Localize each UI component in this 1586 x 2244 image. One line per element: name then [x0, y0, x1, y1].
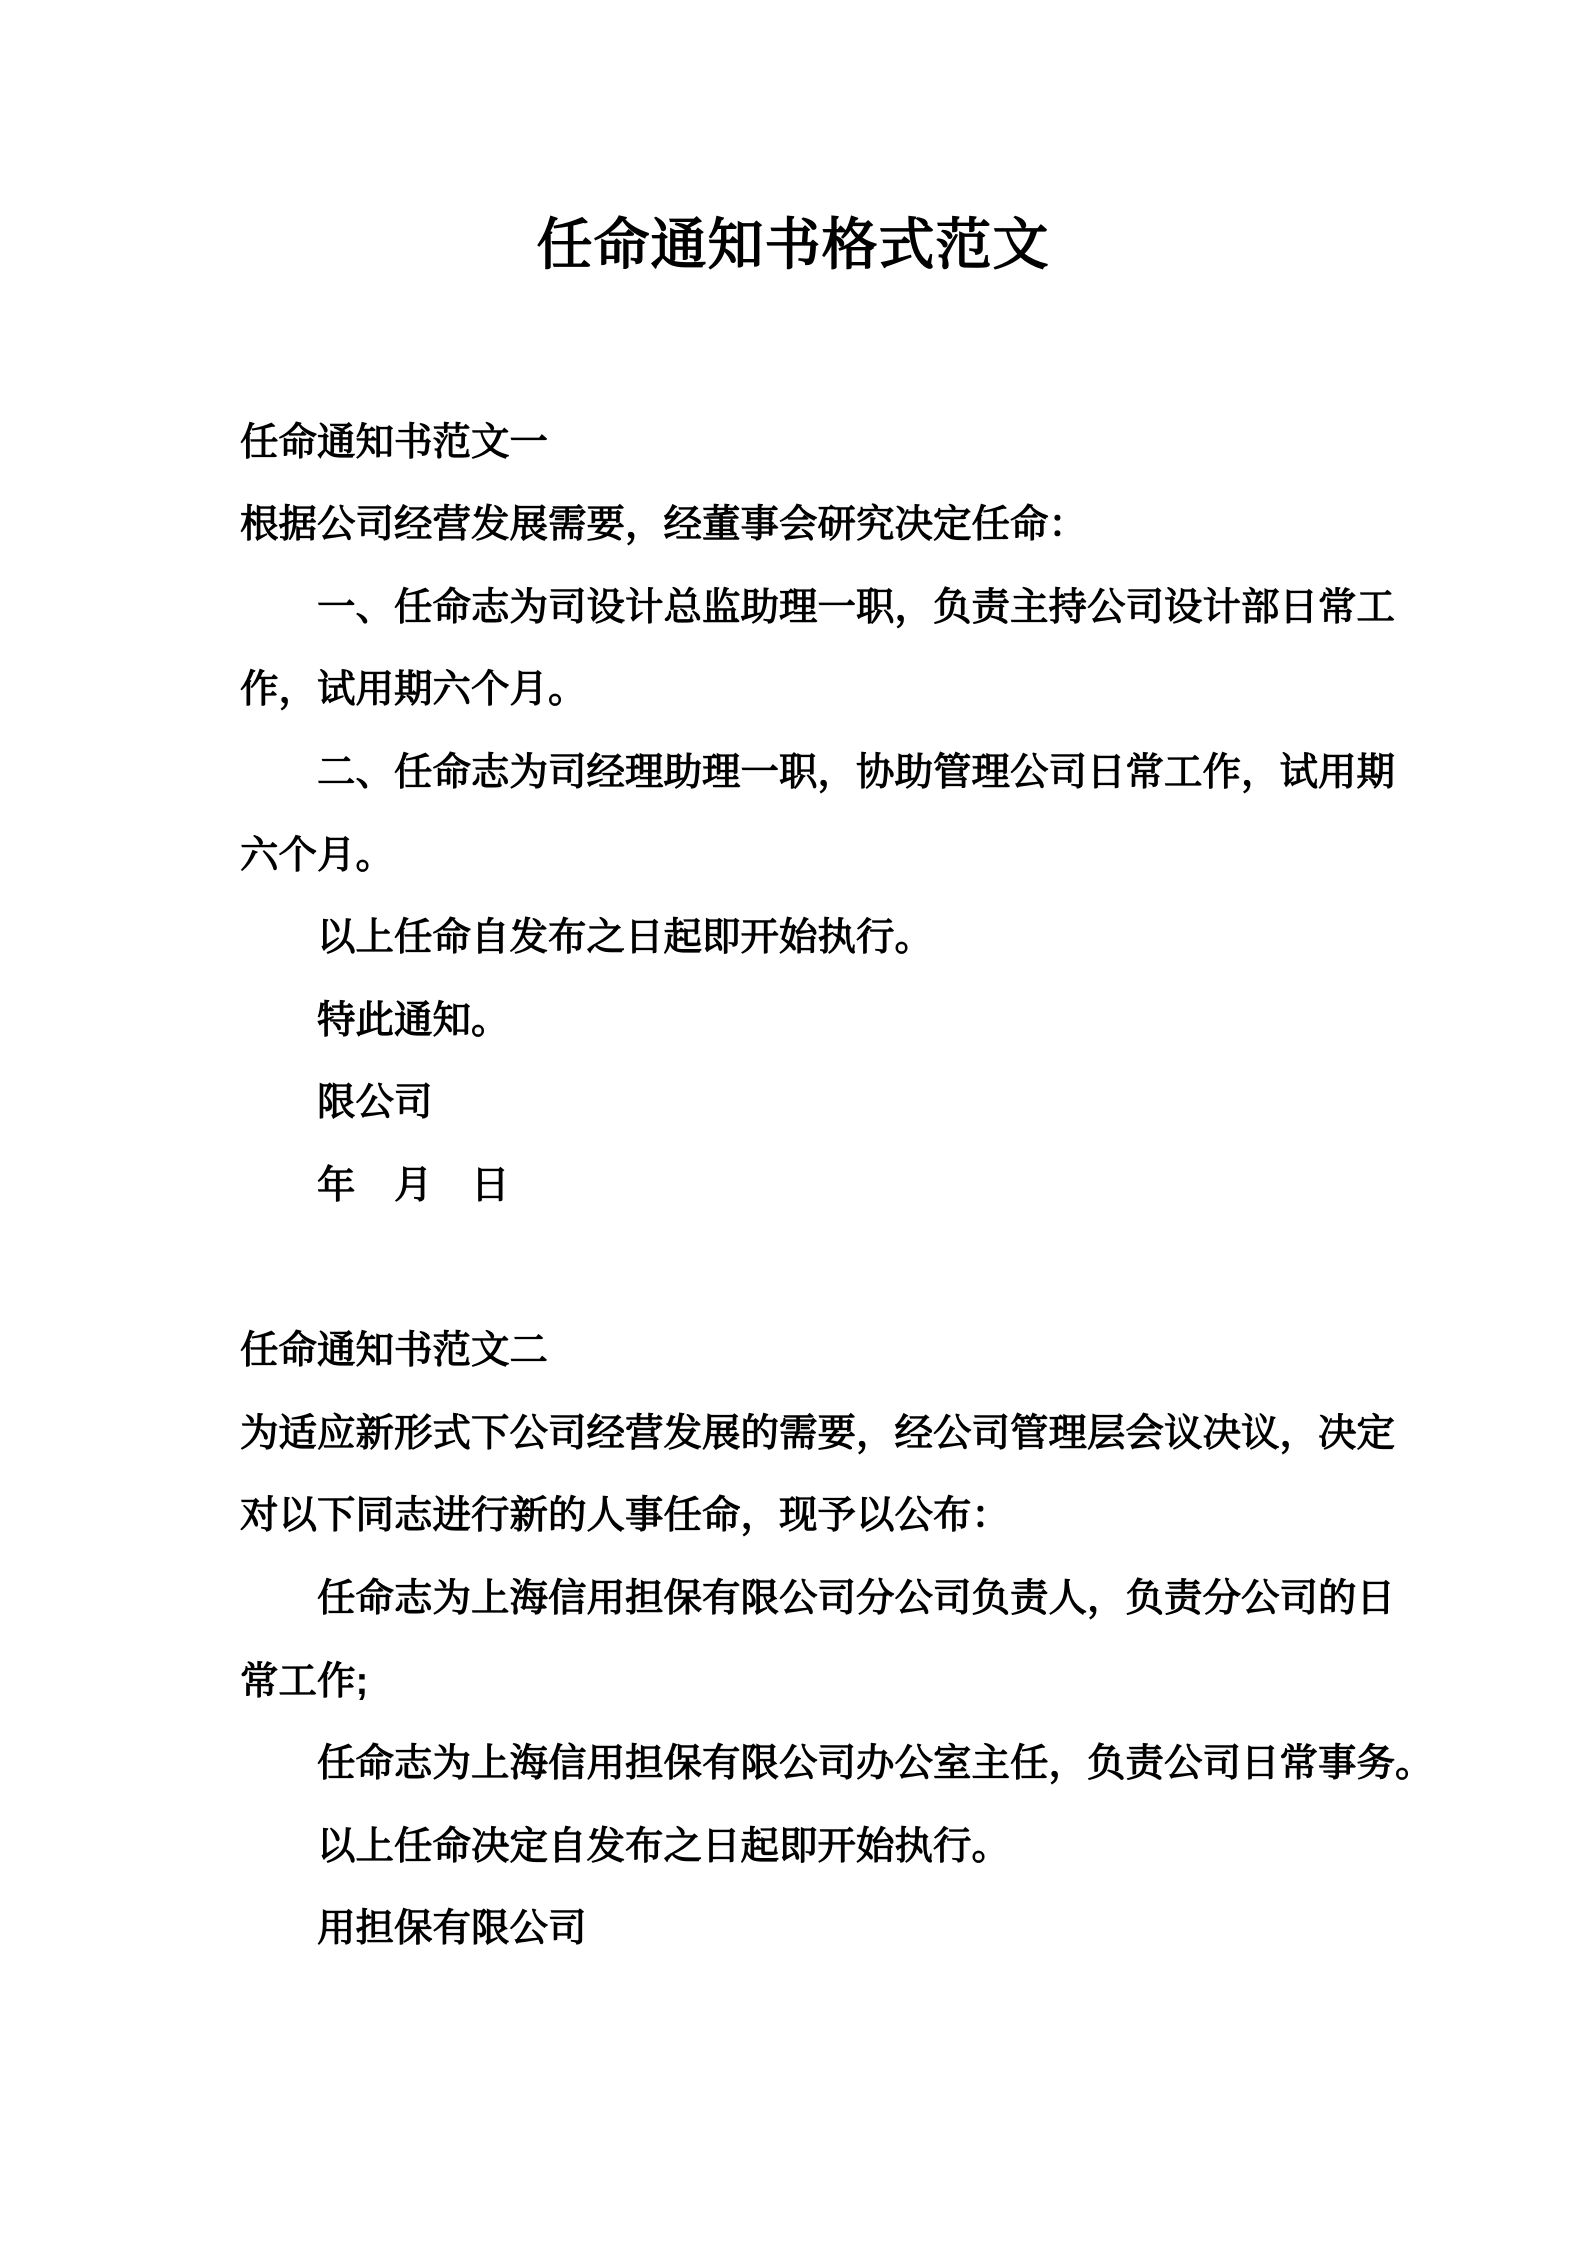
paragraph-line: 以上任命自发布之日起即开始执行。 [317, 916, 934, 960]
paragraph-line: 常工作; [240, 1659, 369, 1703]
document-body [0, 402, 1586, 1971]
paragraph-line: 一、任命志为司设计总监助理一职，负责主持公司设计部日常工 [317, 585, 1396, 629]
paragraph-line: 二、任命志为司经理助理一职，协助管理公司日常工作，试用期 [317, 750, 1396, 794]
paragraph-line: 作，试用期六个月。 [240, 668, 587, 712]
paragraph-line: 限公司 [317, 1081, 433, 1125]
paragraph-line: 任命通知书范文一 [240, 420, 549, 464]
paragraph-line: 任命志为上海信用担保有限公司办公室主任，负责公司日常事务。 [317, 1742, 1434, 1786]
section-fanwen-2 [240, 1310, 1446, 1971]
blank-line [240, 1228, 1446, 1311]
paragraph-line: 用担保有限公司 [317, 1907, 587, 1951]
paragraph-line: 年 月 日 [317, 1163, 510, 1207]
paragraph-line: 六个月。 [240, 833, 395, 877]
paragraph-line: 为适应新形式下公司经营发展的需要，经公司管理层会议决议，决定 [240, 1411, 1396, 1455]
paragraph-line: 特此通知。 [317, 998, 510, 1042]
paragraph-line: 任命志为上海信用担保有限公司分公司负责人，负责分公司的日 [317, 1576, 1396, 1620]
paragraph-line: 根据公司经营发展需要，经董事会研究决定任命： [240, 503, 1088, 547]
document-title: 任命通知书格式范文 [536, 213, 1050, 276]
paragraph-line: 以上任命决定自发布之日起即开始执行。 [317, 1824, 1011, 1868]
paragraph-line: 任命通知书范文二 [240, 1329, 549, 1373]
paragraph-line: 对以下同志进行新的人事任命，现予以公布： [240, 1494, 1011, 1538]
section-fanwen-1 [240, 402, 1446, 1228]
